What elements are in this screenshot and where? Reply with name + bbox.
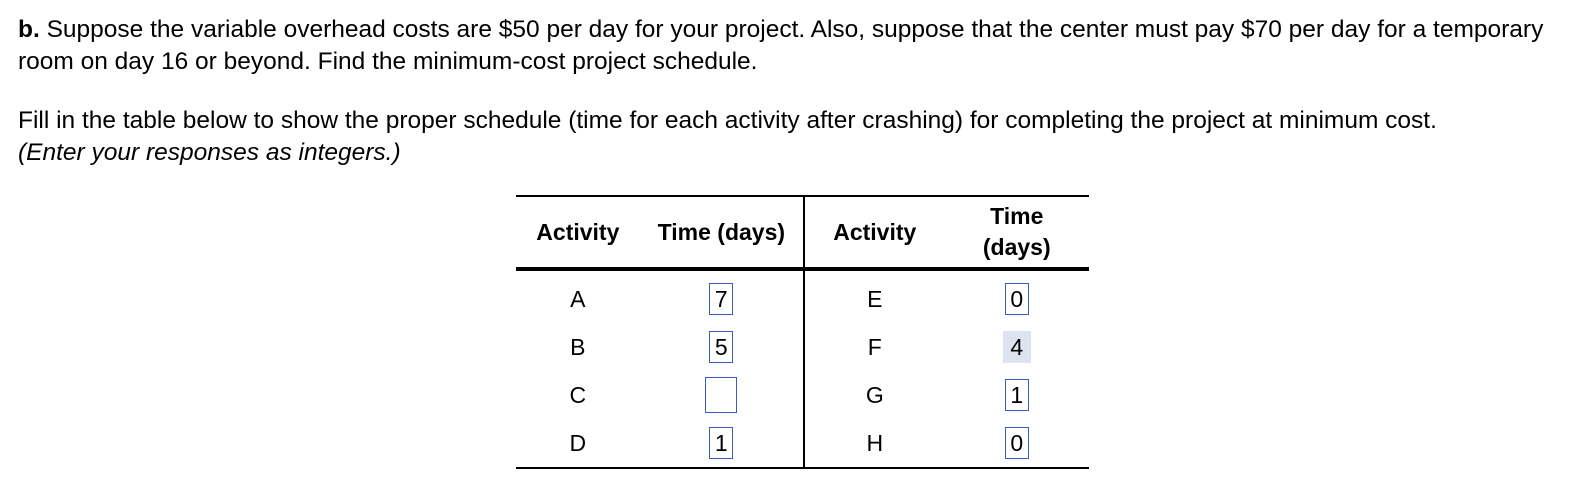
activity-g-time-input[interactable]: 1: [1005, 379, 1029, 411]
instructions-text: Fill in the table below to show the proper schedule (time for each activity after crashing) for completing the project at minimum cost.: [18, 107, 1437, 134]
header-activity-left: Activity: [516, 196, 640, 269]
activity-h-label: H: [804, 419, 945, 468]
activity-b-time-input[interactable]: 5: [709, 331, 733, 363]
header-activity-right: Activity: [804, 196, 945, 269]
activity-g-time-cell: [945, 371, 1089, 419]
activity-f-time-cell: [945, 323, 1089, 371]
header-time-left: Time (days): [640, 196, 804, 269]
activity-d-time-cell: [640, 419, 804, 468]
activity-f-label: F: [867, 333, 882, 360]
activity-f-time-input[interactable]: 4: [1003, 331, 1031, 363]
question-text: [18, 14, 1558, 78]
activity-h-time-input[interactable]: 0: [1005, 427, 1029, 459]
instructions: [18, 105, 1558, 169]
activity-d-time-input[interactable]: 1: [709, 427, 733, 459]
header-time-right: [945, 196, 1089, 269]
activity-c-label: C: [569, 381, 587, 408]
activity-e-time-input[interactable]: 0: [1005, 283, 1029, 315]
activity-c-time-cell: [640, 371, 804, 419]
table-row: [516, 323, 1089, 371]
activity-a-time-input[interactable]: 7: [709, 283, 733, 315]
activity-g-label: G: [865, 381, 884, 408]
activity-d-label: D: [516, 419, 640, 468]
table-header-row: [516, 196, 1089, 269]
question-body: Suppose the variable overhead costs are $50 per day for your project. Also, suppose that the center must pay $70 per day for a temporary room on day 16 or beyond. Find the minimum-cost project schedule.: [18, 16, 1544, 75]
activity-h-time-cell: [945, 419, 1089, 468]
table-row: [516, 269, 1089, 323]
activity-e-label: E: [867, 285, 883, 312]
activity-c-time-input[interactable]: [705, 377, 737, 413]
activity-b-label: B: [570, 333, 586, 360]
instructions-hint: (Enter your responses as integers.): [18, 139, 401, 166]
table-row: [516, 371, 1089, 419]
part-label: b.: [18, 16, 40, 43]
activity-e-time-cell: [945, 269, 1089, 323]
header-time-right-line2: (days): [982, 234, 1051, 260]
activity-a-label: A: [570, 285, 586, 312]
header-time-right-line1: Time: [990, 203, 1044, 229]
table-row: [516, 419, 1089, 468]
activity-a-time-cell: [640, 269, 804, 323]
schedule-table: [516, 195, 1089, 469]
activity-b-time-cell: [640, 323, 804, 371]
